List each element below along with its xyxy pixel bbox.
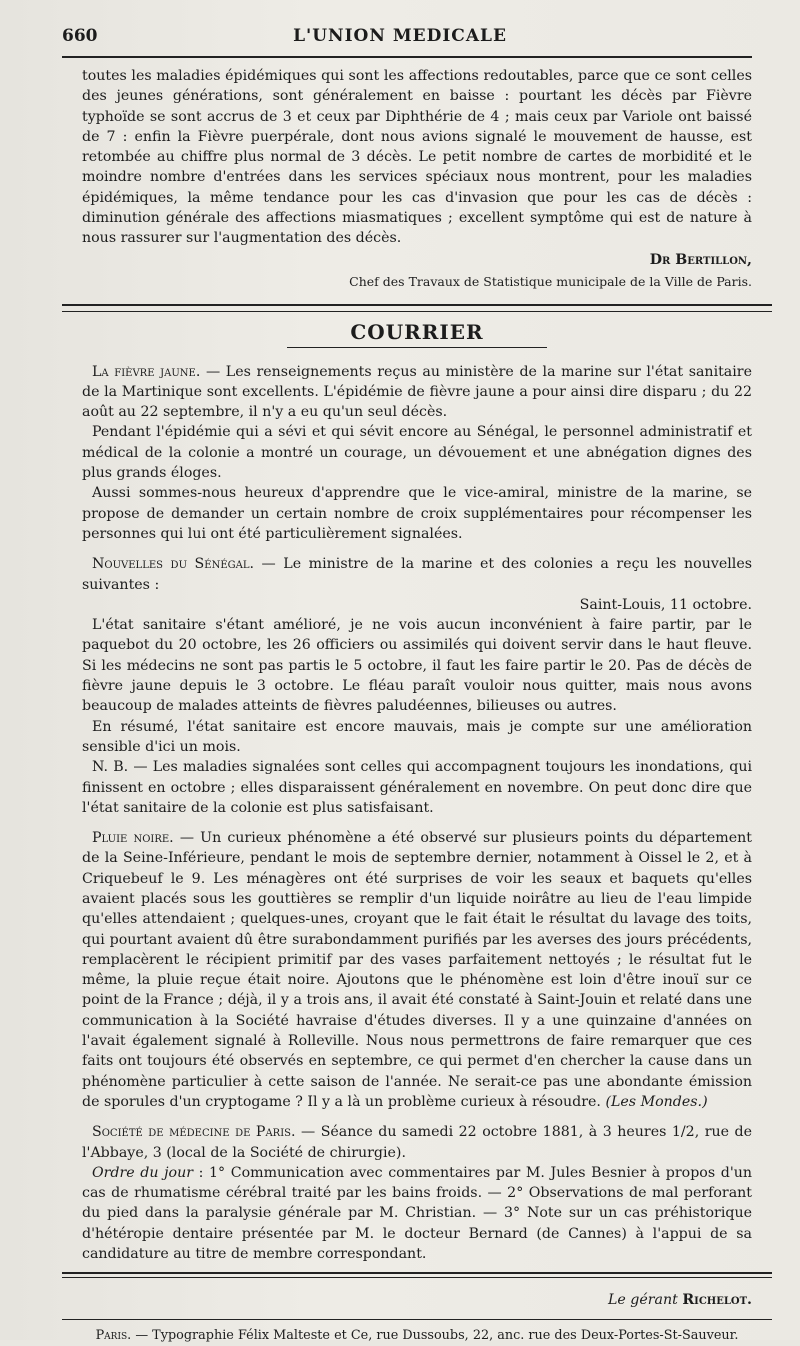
page-number: 660 <box>62 26 98 46</box>
senegal-paragraph <box>82 554 752 595</box>
pluie-noire-text: — Un curieux phénomène a été observé sur plusieurs points du département de la Seine-Inférieure, pendant le mois de septembre dernier, notamment à Oissel le 2, et à Criquebeuf le 9. Les ménagères ont été surprises de voir les seaux et baquets qu'elles avaient placés sous les gouttières se remplir d'un liquide noirâtre au lieu de l'eau limpide qu'elles attendaient ; quelques-unes, croyant que le fait était le résultat du lavage des toits, qui pourtant avaient dû être surabondamment purifiés par les averses des jours précédents, remplacèrent le récipient primitif par des vases parfaitement nettoyés ; le résultat fut le même, la pluie reçue était noire. Ajoutons que le phénomène est loin d'être inouï sur ce point de la France ; déjà, il y a trois ans, il avait été constaté à Saint-Jouin et relaté dans une communication à la Société havraise d'études diverses. Il y a une quinzaine d'années on l'avait également signalé à Rolleville. Nous nous permettrons de faire remarquer que ces faits ont toujours été observés en septembre, ce qui permet d'en chercher la cause dans un phénomène particulier à cette saison de l'année. Ne serait-ce pas une abondante émission de sporules d'un cryptogame ? Il y a là un problème curieux à résoudre. <box>82 830 752 1110</box>
footer-rule <box>62 1319 772 1320</box>
pluie-noire-lead: Pluie noire. <box>92 830 174 847</box>
signature <box>82 250 752 270</box>
ordre-du-jour-label: Ordre du jour <box>92 1164 193 1181</box>
societe-text: — Séance du samedi 22 octobre 1881, à 3 heures 1/2, rue de l'Abbaye, 3 (local de la Société de chirurgie). <box>82 1124 752 1161</box>
signature-name: Dr Bertillon, <box>649 251 752 268</box>
ordre-du-jour-text: : 1° Communication avec commentaires par M. Jules Besnier à propos d'un cas de rhumatisme cérébral traité par les bains froids. — 2° Observations de mal perforant du pied dans la paralysie générale par M. Christian. — 3° Note sur un cas préhistorique d'hétéropie dentaire présentée par M. le docteur Bernard (de Cannes) à l'appui de sa candidature au titre de membre correspondant. <box>82 1164 752 1263</box>
fievre-jaune-text: — Les renseignements reçus au ministère de la marine sur l'état sanitaire de la Martinique sont excellents. L'épidémie de fièvre jaune a pour ainsi dire disparu ; du 22 août au 22 septembre, il n'y a eu qu'un seul décès. <box>82 363 752 421</box>
senegal-paragraph-2: L'état sanitaire s'étant amélioré, je ne vois aucun inconvénient à faire partir, par le paquebot du 20 octobre, les 26 officiers ou assimilés qui doivent servir dans le haut fleuve. Si les médecins ne sont pas partis le 5 octobre, il faut les faire partir le 20. Pas de décès de fièvre jaune depuis le 3 octobre. Le fléau paraît vouloir nous quitter, mais nous avons beaucoup de malades atteints de fièvres paludéennes, bilieuses ou autres. <box>82 617 752 715</box>
senegal-text: — Le ministre de la marine et des colonies a reçu les nouvelles suivantes : <box>82 556 752 593</box>
section-title: COURRIER <box>350 320 484 345</box>
printer-footer <box>62 1326 772 1346</box>
footer-city: Paris. <box>95 1327 132 1343</box>
senegal-nb-paragraph: N. B. — Les maladies signalées sont celles qui accompagnent toujours les inondations, qui finissent en octobre ; elles disparaissent généralement en novembre. On peut donc dire que l'état sanitaire de la colonie est plus satisfaisant. <box>82 759 752 816</box>
pluie-noire-source: (Les Mondes.) <box>605 1093 708 1110</box>
fievre-jaune-paragraph <box>82 362 752 423</box>
fievre-jaune-paragraph-2: Pendant l'épidémie qui a sévi et qui sévit encore au Sénégal, le personnel administratif et médical de la colonie a montré un courage, un dévouement et une abnégation dignes des plus grands éloges. <box>82 424 752 482</box>
footer-text: — Typographie Félix Malteste et Ce, rue Dussoubs, 22, anc. rue des Deux-Portes-St-Sauveur. <box>131 1327 739 1343</box>
societe-lead: Société de médecine de Paris. <box>92 1124 296 1141</box>
senegal-paragraph-3: En résumé, l'état sanitaire est encore mauvais, mais je compte sur une amélioration sensible d'ici un mois. <box>82 718 752 755</box>
gerant-name: Richelot. <box>682 1292 752 1309</box>
societe-paragraph <box>82 1122 752 1163</box>
gerant-line <box>82 1290 752 1310</box>
title-underline <box>287 347 547 348</box>
signature-title: Chef des Travaux de Statistique municipale de la Ville de Paris. <box>349 273 752 289</box>
gerant-label: Le gérant <box>607 1292 678 1309</box>
page-header <box>62 22 738 52</box>
section-divider <box>62 304 772 312</box>
journal-title: L'UNION MEDICALE <box>293 26 507 46</box>
ordre-du-jour-paragraph <box>82 1163 752 1264</box>
fievre-jaune-paragraph-3: Aussi sommes-nous heureux d'apprendre que le vice-amiral, ministre de la marine, se propose de demander un certain nombre de croix supplémentaires pour récompenser les personnes qui lui ont été particulièrement signalées. <box>82 485 752 542</box>
header-rule <box>62 56 752 58</box>
fievre-jaune-lead: La fièvre jaune. <box>92 363 201 380</box>
senegal-dateline: Saint-Louis, 11 octobre. <box>579 596 752 613</box>
intro-paragraph: toutes les maladies épidémiques qui sont les affections redoutables, parce que ce sont celles des jeunes générations, sont généralement en baisse : pourtant les décès par Fièvre typhoïde se sont accrus de 3 et ceux par Diphthérie de 4 ; mais ceux par Variole ont baissé de 7 : enfin la Fièvre puerpérale, dont nous avions signalé le mouvement de hausse, est retombée au chiffre plus normal de 3 décès. Le petit nombre de cartes de morbidité et le moindre nombre d'entrées dans les services spéciaux nous montrent, pour les maladies épidémiques, la même tendance pour les cas d'invasion que pour les cas de décès : diminution générale des affections miasmatiques ; excellent symptôme qui est de nature à nous rassurer sur l'augmentation des décès. <box>82 68 752 247</box>
pluie-noire-paragraph <box>82 828 752 1112</box>
closing-rule <box>62 1272 772 1278</box>
senegal-lead: Nouvelles du Sénégal. <box>92 556 254 573</box>
page-body <box>82 66 752 1346</box>
